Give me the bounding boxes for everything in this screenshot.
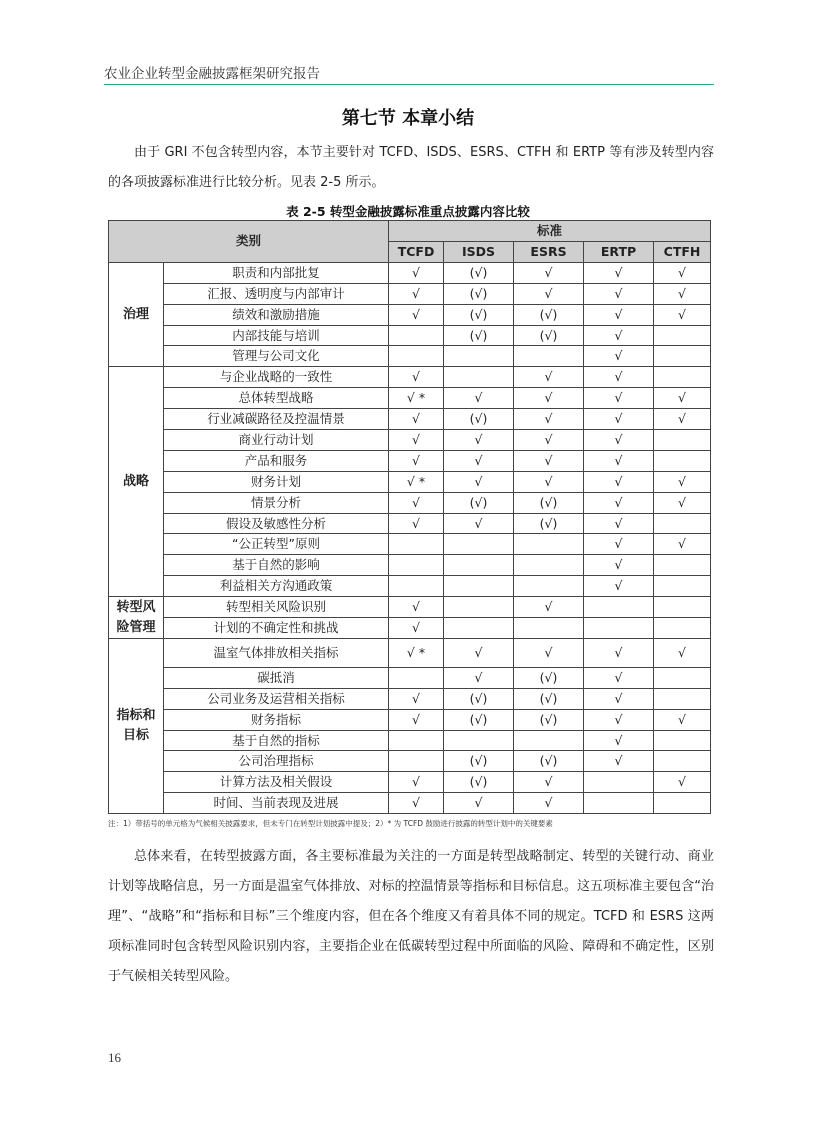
mark-cell xyxy=(654,597,711,618)
mark-cell: √ xyxy=(654,283,711,304)
mark-cell: √ xyxy=(584,450,654,471)
item-cell: 公司治理指标 xyxy=(164,751,389,772)
item-cell: 与企业战略的一致性 xyxy=(164,367,389,388)
mark-cell xyxy=(444,534,514,555)
mark-cell xyxy=(444,597,514,618)
mark-cell: √ xyxy=(654,409,711,430)
table-note: 注：1）带括号的单元格为气候相关披露要求，但未专门在转型计划披露中提及；2）* 为 TCFD 鼓励进行披露的转型计划中的关键要素 xyxy=(108,819,553,828)
mark-cell: √ * xyxy=(389,471,444,492)
mark-cell: √ xyxy=(584,513,654,534)
mark-cell: (√) xyxy=(514,751,584,772)
mark-cell xyxy=(389,346,444,367)
category-name-line: 转型风 xyxy=(116,599,156,615)
mark-cell: √ xyxy=(389,597,444,618)
mark-cell: √ xyxy=(654,772,711,793)
running-header: 农业企业转型金融披露框架研究报告 xyxy=(104,66,320,82)
mark-cell xyxy=(654,793,711,814)
mark-cell: √ xyxy=(514,409,584,430)
mark-cell: √ xyxy=(444,667,514,688)
mark-cell xyxy=(584,597,654,618)
mark-cell xyxy=(654,667,711,688)
mark-cell xyxy=(514,618,584,639)
mark-cell xyxy=(654,430,711,451)
mark-cell: (√) xyxy=(514,513,584,534)
mark-cell: √ xyxy=(584,555,654,576)
mark-cell xyxy=(389,325,444,346)
item-cell: 行业减碳路径及控温情景 xyxy=(164,409,389,430)
mark-cell: (√) xyxy=(514,709,584,730)
mark-cell xyxy=(444,346,514,367)
mark-cell xyxy=(444,730,514,751)
mark-cell xyxy=(654,730,711,751)
mark-cell: √ xyxy=(584,492,654,513)
mark-cell: √ xyxy=(514,450,584,471)
mark-cell xyxy=(584,618,654,639)
item-cell: 产品和服务 xyxy=(164,450,389,471)
mark-cell: √ xyxy=(584,430,654,451)
mark-cell: √ xyxy=(514,597,584,618)
mark-cell: √ xyxy=(654,262,711,283)
table-row xyxy=(109,667,711,688)
mark-cell xyxy=(654,688,711,709)
item-cell: 财务指标 xyxy=(164,709,389,730)
mark-cell xyxy=(389,576,444,597)
mark-cell: (√) xyxy=(514,688,584,709)
standard-column-header: ERTP xyxy=(584,242,654,263)
mark-cell xyxy=(584,772,654,793)
item-cell: 假设及敏感性分析 xyxy=(164,513,389,534)
item-cell: “公正转型”原则 xyxy=(164,534,389,555)
mark-cell: √ xyxy=(444,450,514,471)
mark-cell: √ xyxy=(444,638,514,667)
mark-cell: √ xyxy=(584,325,654,346)
intro-paragraph: 由于 GRI 不包含转型内容，本节主要针对 TCFD、ISDS、ESRS、CTFH 和 ERTP 等有涉及转型内容的各项披露标准进行比较分析。见表 2-5 所示。 xyxy=(108,145,714,190)
item-cell: 利益相关方沟通政策 xyxy=(164,576,389,597)
table-row xyxy=(109,450,711,471)
mark-cell: (√) xyxy=(444,325,514,346)
mark-cell: √ xyxy=(584,709,654,730)
mark-cell xyxy=(514,346,584,367)
comparison-table xyxy=(108,220,711,814)
mark-cell: √ xyxy=(444,793,514,814)
mark-cell xyxy=(389,534,444,555)
mark-cell xyxy=(654,325,711,346)
table-row xyxy=(109,409,711,430)
table-row xyxy=(109,325,711,346)
category-cell: 治理 xyxy=(109,262,164,366)
mark-cell: √ xyxy=(654,388,711,409)
mark-cell: √ xyxy=(514,283,584,304)
mark-cell: √ xyxy=(584,283,654,304)
mark-cell: √ xyxy=(389,304,444,325)
mark-cell: √ xyxy=(514,367,584,388)
mark-cell: √ xyxy=(389,618,444,639)
table-row xyxy=(109,430,711,451)
mark-cell: √ xyxy=(389,688,444,709)
mark-cell: √ xyxy=(654,304,711,325)
mark-cell: √ xyxy=(514,638,584,667)
mark-cell: √ xyxy=(389,262,444,283)
mark-cell: (√) xyxy=(444,304,514,325)
mark-cell: (√) xyxy=(444,409,514,430)
mark-cell: √ xyxy=(654,534,711,555)
mark-cell: √ xyxy=(514,772,584,793)
mark-cell xyxy=(654,367,711,388)
item-cell: 总体转型战略 xyxy=(164,388,389,409)
table-row xyxy=(109,283,711,304)
page-number: 16 xyxy=(108,1050,121,1065)
section-title: 第七节 本章小结 xyxy=(341,108,475,129)
mark-cell: √ xyxy=(584,304,654,325)
mark-cell: √ xyxy=(514,262,584,283)
mark-cell: √ xyxy=(584,730,654,751)
mark-cell: √ xyxy=(584,576,654,597)
table-row xyxy=(109,576,711,597)
summary-paragraph: 总体来看，在转型披露方面，各主要标准最为关注的一方面是转型战略制定、转型的关键行动、商业计划等战略信息，另一方面是温室气体排放、对标的控温情景等指标和目标信息。这五项标准主要包含“治理”、“战略”和“指标和目标”三个维度内容，但在各个维度又有着具体不同的规定。TCFD 和 ESRS 这两项标准同时包含转型风险识别内容，主要指企业在低碳转型过程中所面临的风险、障碍和不确定性，区别于气候相关转型风险。 xyxy=(108,849,714,984)
category-cell: 战略 xyxy=(109,367,164,597)
mark-cell xyxy=(514,576,584,597)
mark-cell: √ xyxy=(584,388,654,409)
mark-cell xyxy=(654,555,711,576)
item-cell: 管理与公司文化 xyxy=(164,346,389,367)
mark-cell: √ xyxy=(444,471,514,492)
table-row xyxy=(109,262,711,283)
standards-header: 标准 xyxy=(389,221,711,242)
mark-cell xyxy=(654,346,711,367)
mark-cell xyxy=(584,793,654,814)
mark-cell: √ xyxy=(389,409,444,430)
mark-cell: √ xyxy=(389,709,444,730)
mark-cell: √ xyxy=(584,471,654,492)
item-cell: 商业行动计划 xyxy=(164,430,389,451)
mark-cell: √ xyxy=(389,450,444,471)
table-row xyxy=(109,793,711,814)
category-cell xyxy=(109,597,164,639)
mark-cell xyxy=(389,667,444,688)
mark-cell: √ xyxy=(654,709,711,730)
item-cell: 情景分析 xyxy=(164,492,389,513)
mark-cell: √ xyxy=(389,772,444,793)
mark-cell xyxy=(389,751,444,772)
mark-cell: (√) xyxy=(514,667,584,688)
mark-cell xyxy=(514,534,584,555)
category-name-line: 目标 xyxy=(122,728,149,744)
table-row xyxy=(109,471,711,492)
mark-cell: √ xyxy=(514,388,584,409)
table-row xyxy=(109,534,711,555)
mark-cell: (√) xyxy=(514,492,584,513)
mark-cell xyxy=(514,555,584,576)
mark-cell: (√) xyxy=(444,709,514,730)
mark-cell: (√) xyxy=(444,772,514,793)
category-header: 类别 xyxy=(109,221,389,263)
mark-cell: (√) xyxy=(444,751,514,772)
mark-cell: √ xyxy=(584,409,654,430)
mark-cell: √ xyxy=(444,388,514,409)
item-cell: 基于自然的指标 xyxy=(164,730,389,751)
table-row xyxy=(109,304,711,325)
item-cell: 计算方法及相关假设 xyxy=(164,772,389,793)
mark-cell: √ xyxy=(444,513,514,534)
mark-cell xyxy=(654,618,711,639)
item-cell: 时间、当前表现及进展 xyxy=(164,793,389,814)
mark-cell: (√) xyxy=(514,304,584,325)
mark-cell xyxy=(654,450,711,471)
table-row xyxy=(109,492,711,513)
item-cell: 汇报、透明度与内部审计 xyxy=(164,283,389,304)
table-row xyxy=(109,367,711,388)
mark-cell: √ xyxy=(514,793,584,814)
mark-cell: √ xyxy=(389,430,444,451)
table-caption: 表 2-5 转型金融披露标准重点披露内容比较 xyxy=(286,204,530,219)
table-row xyxy=(109,772,711,793)
mark-cell xyxy=(444,555,514,576)
mark-cell: √ xyxy=(389,492,444,513)
mark-cell: √ * xyxy=(389,638,444,667)
item-cell: 绩效和激励措施 xyxy=(164,304,389,325)
mark-cell: √ xyxy=(654,492,711,513)
mark-cell: √ xyxy=(584,367,654,388)
table-row xyxy=(109,513,711,534)
item-cell: 转型相关风险识别 xyxy=(164,597,389,618)
mark-cell: √ xyxy=(584,667,654,688)
table-row xyxy=(109,597,711,618)
item-cell: 职责和内部批复 xyxy=(164,262,389,283)
category-name-line: 指标和 xyxy=(116,708,156,724)
mark-cell: √ xyxy=(584,688,654,709)
item-cell: 计划的不确定性和挑战 xyxy=(164,618,389,639)
mark-cell: √ xyxy=(584,638,654,667)
mark-cell xyxy=(654,751,711,772)
mark-cell: √ xyxy=(514,430,584,451)
table-row xyxy=(109,555,711,576)
mark-cell xyxy=(444,618,514,639)
item-cell: 碳抵消 xyxy=(164,667,389,688)
mark-cell xyxy=(389,730,444,751)
mark-cell: √ xyxy=(584,534,654,555)
item-cell: 财务计划 xyxy=(164,471,389,492)
mark-cell xyxy=(444,367,514,388)
table-row xyxy=(109,618,711,639)
mark-cell: √ xyxy=(444,430,514,451)
mark-cell: √ xyxy=(584,346,654,367)
mark-cell: √ * xyxy=(389,388,444,409)
mark-cell: (√) xyxy=(444,688,514,709)
mark-cell: √ xyxy=(584,262,654,283)
item-cell: 公司业务及运营相关指标 xyxy=(164,688,389,709)
table-body xyxy=(109,262,711,813)
table-row xyxy=(109,730,711,751)
table-row xyxy=(109,688,711,709)
table-row xyxy=(109,388,711,409)
mark-cell: √ xyxy=(654,471,711,492)
table-row xyxy=(109,709,711,730)
mark-cell xyxy=(444,576,514,597)
mark-cell xyxy=(514,730,584,751)
standard-column-header: ISDS xyxy=(444,242,514,263)
item-cell: 温室气体排放相关指标 xyxy=(164,638,389,667)
header-rule xyxy=(104,84,714,85)
item-cell: 内部技能与培训 xyxy=(164,325,389,346)
standard-column-header: TCFD xyxy=(389,242,444,263)
category-cell xyxy=(109,638,164,813)
table-row xyxy=(109,346,711,367)
standard-column-header: CTFH xyxy=(654,242,711,263)
item-cell: 基于自然的影响 xyxy=(164,555,389,576)
mark-cell xyxy=(654,513,711,534)
mark-cell: √ xyxy=(389,793,444,814)
mark-cell: (√) xyxy=(514,325,584,346)
standard-column-header: ESRS xyxy=(514,242,584,263)
mark-cell: (√) xyxy=(444,492,514,513)
mark-cell: √ xyxy=(389,283,444,304)
mark-cell xyxy=(654,576,711,597)
mark-cell: (√) xyxy=(444,283,514,304)
mark-cell: √ xyxy=(389,513,444,534)
category-name-line: 险管理 xyxy=(116,619,156,635)
mark-cell: (√) xyxy=(444,262,514,283)
table-row xyxy=(109,638,711,667)
table-row xyxy=(109,751,711,772)
mark-cell: √ xyxy=(584,751,654,772)
mark-cell: √ xyxy=(654,638,711,667)
mark-cell xyxy=(389,555,444,576)
mark-cell: √ xyxy=(514,471,584,492)
mark-cell: √ xyxy=(389,367,444,388)
